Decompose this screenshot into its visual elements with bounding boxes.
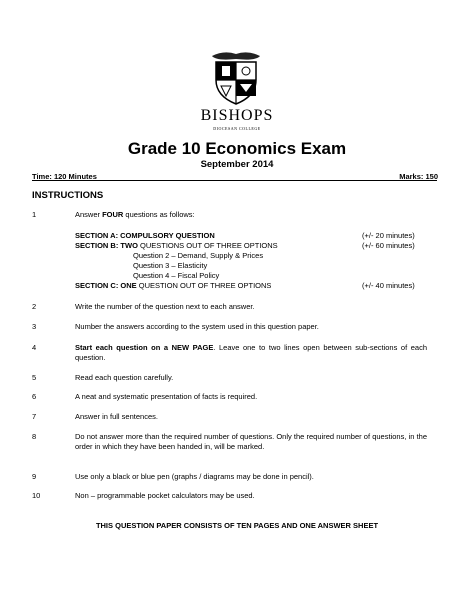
- item-number: 9: [32, 472, 37, 481]
- item-number: 7: [32, 412, 37, 421]
- instruction-text: Answer FOUR questions as follows:: [75, 210, 195, 219]
- header-divider: [32, 180, 437, 181]
- school-name: BISHOPS: [200, 107, 274, 124]
- item-number: 5: [32, 373, 37, 382]
- instruction-text: A neat and systematic presentation of facts is required.: [75, 392, 258, 401]
- item-number: 2: [32, 302, 37, 311]
- section-b-time: (+/- 60 minutes): [362, 241, 415, 250]
- item-number: 6: [32, 392, 37, 401]
- section-a: SECTION A: COMPULSORY QUESTION: [75, 231, 215, 240]
- exam-date: September 2014: [200, 159, 274, 170]
- item-number: 10: [32, 491, 41, 500]
- section-b: SECTION B: TWO QUESTIONS OUT OF THREE OPTIONS: [75, 241, 278, 250]
- section-a-time: (+/- 20 minutes): [362, 231, 415, 240]
- question-2: Question 2 – Demand, Supply & Prices: [133, 251, 264, 260]
- item-number: 1: [32, 210, 37, 219]
- page-footer: THIS QUESTION PAPER CONSISTS OF TEN PAGES AND ONE ANSWER SHEET: [95, 521, 379, 530]
- item-number: 4: [32, 343, 37, 352]
- instruction-text: Write the number of the question next to each answer.: [75, 302, 255, 311]
- section-c-time: (+/- 40 minutes): [362, 281, 415, 290]
- school-subtitle: DIOCESAN COLLEGE: [213, 126, 261, 131]
- item-number: 3: [32, 322, 37, 331]
- exam-marks: Marks: 150: [399, 172, 438, 181]
- instruction-text: Read each question carefully.: [75, 373, 174, 382]
- question-3: Question 3 – Elasticity: [133, 261, 208, 270]
- instruction-text: Start each question on a NEW PAGE. Leave one to two lines open between sub-sections of each question.: [75, 343, 427, 362]
- section-c: SECTION C: ONE QUESTION OUT OF THREE OPTIONS: [75, 281, 272, 290]
- question-4: Question 4 – Fiscal Policy: [133, 271, 220, 280]
- school-crest-icon: [206, 50, 266, 106]
- instructions-heading: INSTRUCTIONS: [32, 190, 104, 201]
- instruction-text: Use only a black or blue pen (graphs / diagrams may be done in pencil).: [75, 472, 314, 481]
- exam-time: Time: 120 Minutes: [32, 172, 97, 181]
- item-number: 8: [32, 432, 37, 441]
- page-title: Grade 10 Economics Exam: [127, 139, 347, 158]
- instruction-text: Non – programmable pocket calculators may be used.: [75, 491, 255, 500]
- instruction-text: Answer in full sentences.: [75, 412, 158, 421]
- instruction-text: Number the answers according to the system used in this question paper.: [75, 322, 319, 331]
- instruction-text: Do not answer more than the required number of questions. Only the required number of questions, in the order in which they have been handed in, will be marked.: [75, 432, 427, 451]
